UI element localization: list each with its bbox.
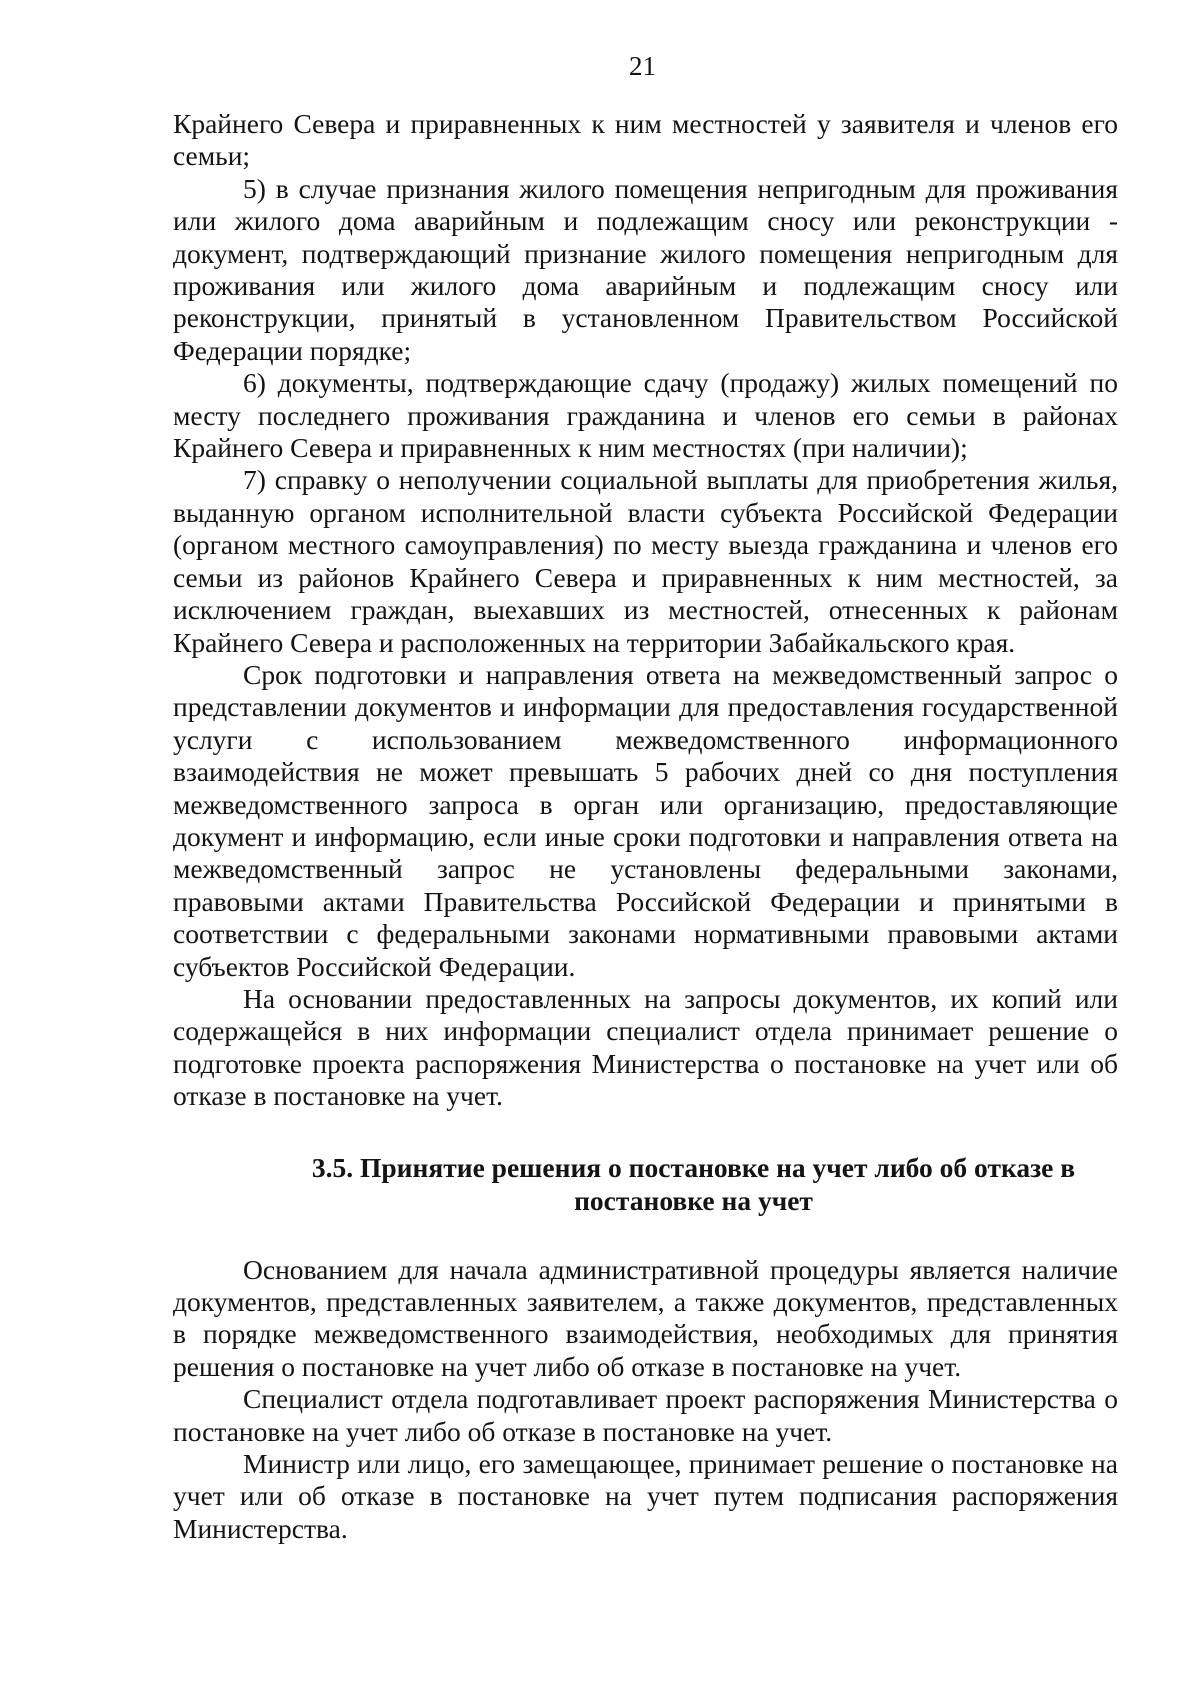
paragraph-item-7: 7) справку о неполучении социальной выплаты для приобретения жилья, выданную органом исполнительной власти субъекта Российской Федерации (органом местного самоуправления) по месту выезда гражданина и членов его семьи из районов Крайнего Севера и приравненных к ним местностей, за исключением граждан, выехавших из местностей, отнесенных к районам Крайнего Севера и расположенных на территории Забайкальского края. xyxy=(173,464,1118,658)
paragraph-minister-decision: Министр или лицо, его замещающее, принимает решение о постановке на учет или об отказе в постановке на учет путем подписания распоряжения Министерства. xyxy=(173,1448,1118,1544)
section-heading xyxy=(173,1151,1118,1217)
paragraph-item-5: 5) в случае признания жилого помещения непригодным для проживания или жилого дома аварийным и подлежащим сносу или реконструкции - документ, подтверждающий признание жилого помещения непригодным для проживания или жилого дома аварийным и подлежащим сносу или реконструкции, принятый в установленном Правительством Российской Федерации порядке; xyxy=(173,172,1118,366)
paragraph-deadline: Срок подготовки и направления ответа на межведомственный запрос о представлении документов и информации для предоставления государственной услуги с использованием межведомственного информационного взаимодействия не может превышать 5 рабочих дней со дня поступления межведомственного запроса в орган или организацию, предоставляющие документ и информацию, если иные сроки подготовки и направления ответа на межведомственный запрос не установлены федеральными законами, правовыми актами Правительства Российской Федерации и принятыми в соответствии с федеральными законами нормативными правовыми актами субъектов Российской Федерации. xyxy=(173,658,1118,982)
paragraph-continuation: Крайнего Севера и приравненных к ним местностей у заявителя и членов его семьи; xyxy=(173,108,1118,172)
section-heading-line-2: постановке на учет xyxy=(574,1184,813,1216)
paragraph-item-6: 6) документы, подтверждающие сдачу (продажу) жилых помещений по месту последнего проживания гражданина и членов его семьи в районах Крайнего Севера и приравненных к ним местностях (при наличии); xyxy=(173,367,1118,464)
section-heading-line-1: 3.5. Принятие решения о постановке на учет либо об отказе в xyxy=(311,1151,1076,1183)
paragraph-decision-basis: На основании предоставленных на запросы документов, их копий или содержащейся в них информации специалист отдела принимает решение о подготовке проекта распоряжения Министерства о постановке на учет или об отказе в постановке на учет. xyxy=(173,982,1118,1112)
document-body xyxy=(173,108,1118,1545)
paragraph-procedure-basis: Основанием для начала административной процедуры является наличие документов, представленных заявителем, а также документов, представленных в порядке межведомственного взаимодействия, необходимых для принятия решения о постановке на учет либо об отказе в постановке на учет. xyxy=(173,1253,1118,1382)
paragraph-specialist-draft: Специалист отдела подготавливает проект распоряжения Министерства о постановке на учет либо об отказе в постановке на учет. xyxy=(173,1383,1118,1447)
page-number: 21 xyxy=(629,51,656,81)
